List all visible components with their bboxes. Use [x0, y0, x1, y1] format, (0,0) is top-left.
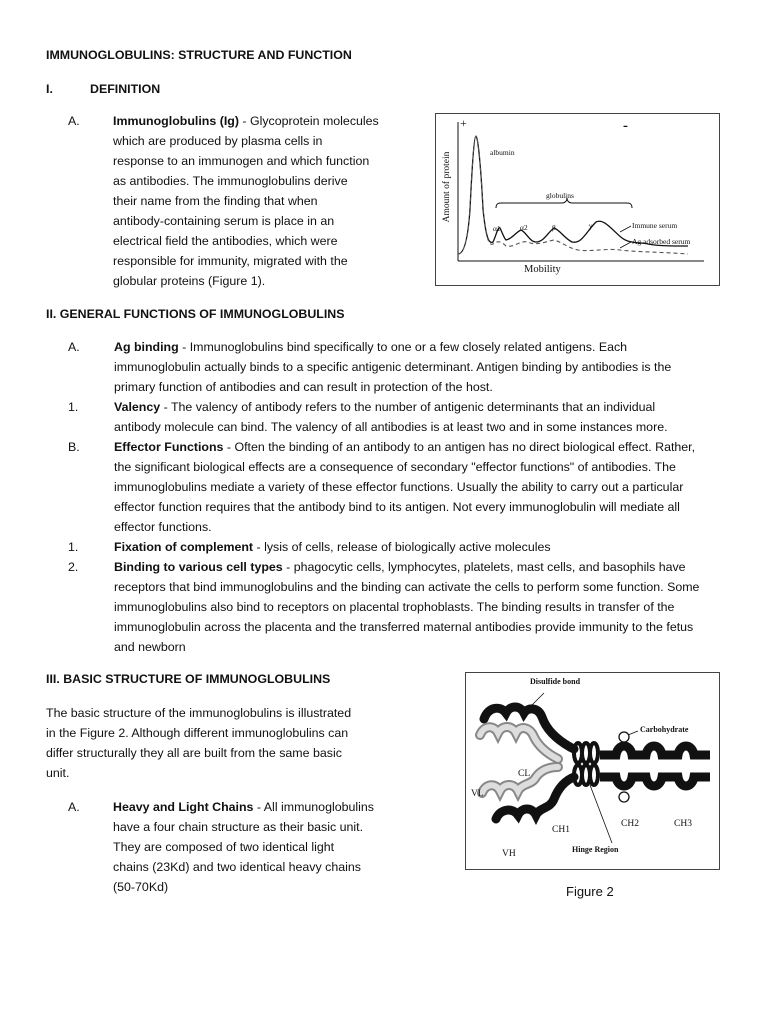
item-label: A.	[68, 340, 80, 354]
chains-line: - All immunoglobulins	[253, 800, 374, 814]
definition-line: responsible for immunity, migrated with the	[113, 254, 348, 268]
item-label: B.	[68, 440, 80, 454]
definition-term: Immunoglobulins (Ig)	[113, 114, 239, 128]
section-1-heading: DEFINITION	[90, 82, 161, 96]
hinge-pointer	[590, 785, 612, 843]
structure-intro-paragraph	[46, 703, 373, 783]
definition-line: response to an immunogen and which function	[113, 154, 370, 168]
definition-line: which are produced by plasma cells in	[113, 134, 323, 148]
x-axis-label: Mobility	[524, 264, 561, 275]
immune-serum-label: Immune serum	[632, 221, 678, 230]
intro-line: differ structurally they all are built from the same basic	[46, 746, 342, 760]
item-line: effector functions.	[114, 520, 212, 534]
globulins-label: globulins	[546, 191, 574, 200]
item-line: immunoglobulins also bind to receptors on placental trophoblasts. The binding results in transfer of the	[114, 600, 675, 614]
section-3-heading: III. BASIC STRUCTURE OF IMMUNOGLOBULINS	[46, 672, 331, 686]
page-title: IMMUNOGLOBULINS: STRUCTURE AND FUNCTION	[46, 48, 352, 62]
cell-binding-paragraph	[114, 557, 721, 657]
definition-line: their name from the finding that when	[113, 194, 318, 208]
chains-line: have a four chain structure as their basic unit.	[113, 820, 364, 834]
item-term: Fixation of complement	[114, 540, 254, 554]
intro-line: in the Figure 2. Although different immunoglobulins can	[46, 726, 349, 740]
item-label: 1.	[68, 400, 79, 414]
y-axis-label: Amount of protein	[442, 151, 452, 223]
carbohydrate-lower-icon	[619, 792, 629, 802]
carbohydrate-label: Carbohydrate	[640, 725, 689, 734]
chains-line: chains (23Kd) and two identical heavy chains	[113, 860, 361, 874]
vh-label: VH	[502, 849, 516, 859]
definition-line: antibody-containing serum is place in an	[113, 214, 335, 228]
adsorbed-serum-label: Ag adsorbed serum	[632, 237, 691, 246]
figure-2-antibody-structure	[465, 672, 720, 870]
valency-paragraph	[114, 397, 721, 437]
item-line: immunoglobulin across the placenta and the transferred maternal antibodies provide immunity to the fetus	[114, 620, 694, 634]
chains-line: (50-70Kd)	[113, 880, 169, 894]
fc-upper-chain	[600, 746, 710, 755]
figure-1-electrophoresis	[435, 113, 720, 286]
item-line: - phagocytic cells, lymphocytes, platelets, mast cells, and basophils have	[282, 560, 686, 574]
definition-line: globular proteins (Figure 1).	[113, 274, 266, 288]
fc-lower-chain	[600, 777, 710, 786]
item-term: Binding to various cell types	[114, 560, 283, 574]
item-label: 2.	[68, 560, 79, 574]
disulfide-bond-label: Disulfide bond	[530, 677, 581, 686]
item-line: immunoglobulin actually binds to a specific antigenic determinant. Antigen binding by antibodies is the	[114, 360, 672, 374]
item-line: - Immunoglobulins bind specifically to one or a few closely related antigens. Each	[178, 340, 628, 354]
chains-line: They are composed of two identical light	[113, 840, 335, 854]
item-line: effector function requires that the antibody bind to its antigen. Not every immunoglobulin will mediate all	[114, 500, 680, 514]
ch2-label: CH2	[621, 819, 639, 829]
beta-label: β	[552, 223, 556, 232]
gamma-label: γ	[589, 221, 593, 230]
complement-paragraph	[114, 537, 721, 557]
antibody-diagram	[466, 673, 719, 869]
alpha2-label: α2	[520, 223, 528, 232]
figure-2-caption: Figure 2	[566, 884, 614, 899]
adsorbed-pointer	[620, 242, 631, 248]
electrophoresis-plot	[436, 114, 719, 285]
ag-binding-paragraph	[114, 337, 721, 397]
albumin-label: albumin	[490, 148, 515, 157]
chains-paragraph	[113, 797, 374, 897]
item-line: primary function of antibodies and can result in protection of the host.	[114, 380, 493, 394]
plus-sign: +	[460, 116, 467, 130]
item-line: receptors that bind immunoglobulins and the binding can activate the cells to perform some function. Some	[114, 580, 700, 594]
item-label: 1.	[68, 540, 79, 554]
item-a-label: A.	[68, 114, 80, 128]
section-2-heading: II. GENERAL FUNCTIONS OF IMMUNOGLOBULINS	[46, 307, 345, 321]
vl-label: VL	[471, 789, 484, 799]
item-a-label: A.	[68, 800, 80, 814]
item-line: the significant biological effects are a consequence of secondary "effector functions" of antibodies. The	[114, 460, 676, 474]
definition-paragraph	[113, 111, 379, 291]
definition-line: as antibodies. The immunoglobulins derive	[113, 174, 348, 188]
minus-sign: -	[623, 118, 628, 134]
definition-line: - Glycoprotein molecules	[238, 114, 379, 128]
alpha1-label: α1	[493, 224, 501, 233]
item-line: - lysis of cells, release of biologically active molecules	[253, 540, 551, 554]
definition-line: electrical field the antibodies, which were	[113, 234, 338, 248]
carbohydrate-pointer	[628, 731, 638, 735]
carbohydrate-upper-icon	[619, 732, 629, 742]
item-term: Ag binding	[114, 340, 179, 354]
immune-pointer	[620, 226, 631, 232]
item-line: - Often the binding of an antibody to an antigen has no direct biological effect. Rather,	[223, 440, 696, 454]
section-1-number: I.	[46, 82, 53, 96]
effector-paragraph	[114, 437, 721, 537]
cl-label: CL	[518, 769, 531, 779]
hinge-region-label: Hinge Region	[572, 845, 619, 854]
intro-line: unit.	[46, 766, 70, 780]
intro-line: The basic structure of the immunoglobulins is illustrated	[46, 706, 352, 720]
item-term: Effector Functions	[114, 440, 224, 454]
item-line: - The valency of antibody refers to the number of antigenic determinants that an individual	[160, 400, 656, 414]
item-term: Valency	[114, 400, 161, 414]
item-line: and newborn	[114, 640, 186, 654]
ch1-label: CH1	[552, 825, 570, 835]
item-line: immunoglobulins mediate a variety of these effector functions. Usually the ability to carry out a particular	[114, 480, 684, 494]
item-line: antibody molecule can bind. The valency of all antibodies is at least two and in some instances more.	[114, 420, 668, 434]
ch3-label: CH3	[674, 819, 692, 829]
chains-term: Heavy and Light Chains	[113, 800, 254, 814]
